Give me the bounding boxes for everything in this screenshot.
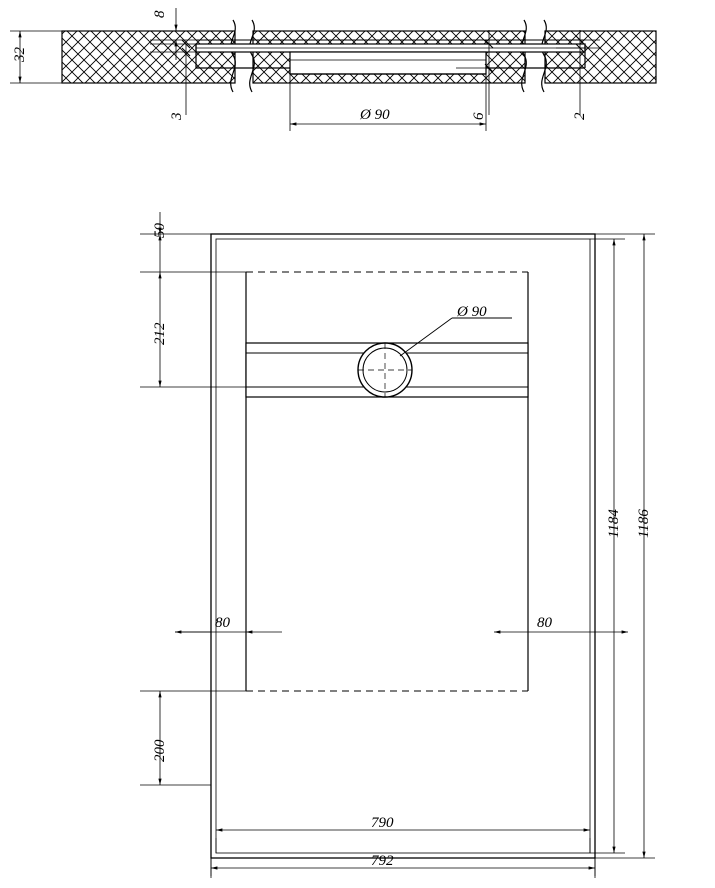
dim-label-dia90-section: Ø 90 xyxy=(360,107,390,123)
dim-label-dia90-plan: Ø 90 xyxy=(457,304,487,320)
section-outlet xyxy=(290,52,486,74)
dim-1186 xyxy=(595,234,655,858)
dim-792 xyxy=(211,858,595,876)
dim-label-212: 212 xyxy=(152,322,168,345)
plan-outer-outline xyxy=(211,234,595,858)
plan-inner-outline xyxy=(216,239,590,853)
dim-label-80-left: 80 xyxy=(215,615,230,631)
plan-basin-sides xyxy=(246,272,528,691)
dim-label-2: 2 xyxy=(572,112,588,120)
dim-label-1186: 1186 xyxy=(636,509,652,538)
dim-label-3: 3 xyxy=(169,112,185,120)
section-hatch-left xyxy=(62,31,235,83)
dim-label-1184: 1184 xyxy=(606,509,622,538)
section-hatch-right xyxy=(545,31,656,83)
plan-dashed-edges xyxy=(246,272,528,691)
dim-50 xyxy=(140,212,211,272)
dim-label-790: 790 xyxy=(371,815,394,831)
dim-label-80-right: 80 xyxy=(537,615,552,631)
dim-label-792: 792 xyxy=(371,853,394,869)
section-view xyxy=(10,8,656,131)
dim-790 xyxy=(216,830,590,853)
dim-200 xyxy=(140,691,246,785)
dim-label-8: 8 xyxy=(152,10,168,18)
dim-label-200: 200 xyxy=(152,739,168,762)
dim-label-32: 32 xyxy=(12,47,28,62)
dim-label-50: 50 xyxy=(152,223,168,238)
plan-view xyxy=(140,212,655,878)
dim-label-6: 6 xyxy=(471,112,487,120)
plan-drain-circle xyxy=(358,343,412,397)
